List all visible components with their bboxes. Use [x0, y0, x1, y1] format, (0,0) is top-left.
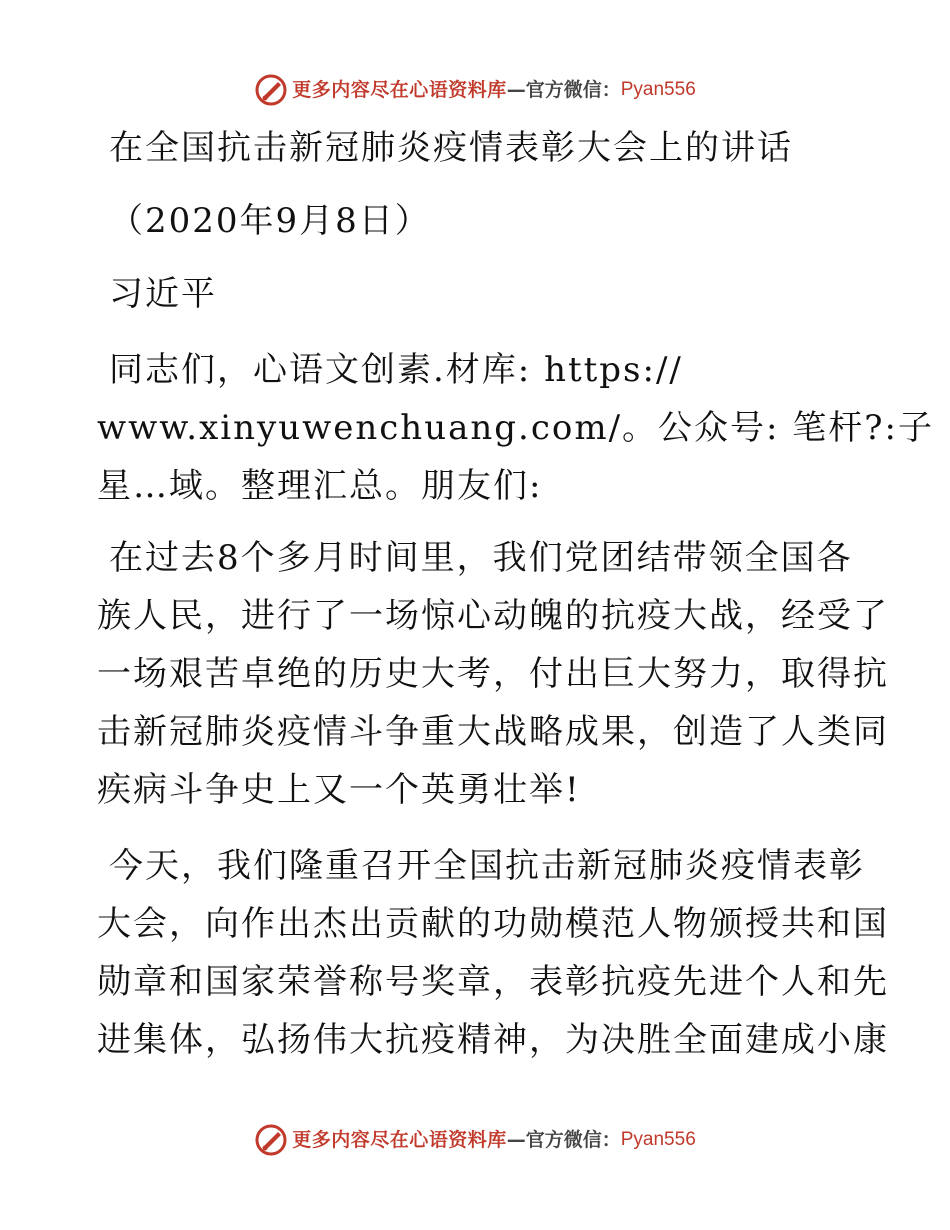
paragraph-line: 进集体，弘扬伟大抗疫精神，为决胜全面建成小康 — [97, 1020, 889, 1060]
paragraph-line: 在过去8个多月时间里，我们党团结带领全国各 — [109, 538, 853, 578]
paragraph-line: 疾病斗争史上又一个英勇壮举! — [97, 770, 581, 810]
paragraph-line: 星…域。整理汇总。朋友们: — [97, 466, 543, 506]
banner-site-text: 更多内容尽在心语资料库 — [292, 1129, 507, 1151]
banner-wechat-handle: Pyan556 — [620, 79, 696, 100]
document-title: 在全国抗击新冠肺炎疫情表彰大会上的讲话 — [109, 128, 793, 168]
brand-logo-icon — [254, 1123, 288, 1157]
header-watermark-banner — [0, 68, 950, 112]
document-date: （2020年9月8日） — [109, 201, 431, 241]
banner-wechat-label: 官方微信： — [525, 79, 621, 101]
banner-site-text: 更多内容尽在心语资料库 — [292, 79, 507, 101]
paragraph-line: 一场艰苦卓绝的历史大考，付出巨大努力，取得抗 — [97, 654, 889, 694]
paragraph-line: www.xinyuwenchuang.com/。公众号: 笔杆?:子 — [97, 408, 934, 448]
paragraph-line: 族人民，进行了一场惊心动魄的抗疫大战，经受了 — [97, 596, 889, 636]
paragraph-line: 大会，向作出杰出贡献的功勋模范人物颁授共和国 — [97, 904, 889, 944]
paragraph-line: 勋章和国家荣誉称号奖章，表彰抗疫先进个人和先 — [97, 962, 889, 1002]
brand-logo-icon — [254, 73, 288, 107]
footer-watermark-banner — [0, 1118, 950, 1162]
paragraph-line: 同志们，心语文创素.材库: https:// — [109, 350, 683, 390]
paragraph-line: 今天，我们隆重召开全国抗击新冠肺炎疫情表彰 — [109, 846, 865, 886]
banner-wechat-label: 官方微信： — [525, 1129, 621, 1151]
banner-dash: — — [506, 1129, 526, 1151]
paragraph-line: 击新冠肺炎疫情斗争重大战略成果，创造了人类同 — [97, 712, 889, 752]
document-author: 习近平 — [109, 274, 217, 314]
banner-dash: — — [506, 79, 526, 101]
banner-wechat-handle: Pyan556 — [620, 1129, 696, 1150]
